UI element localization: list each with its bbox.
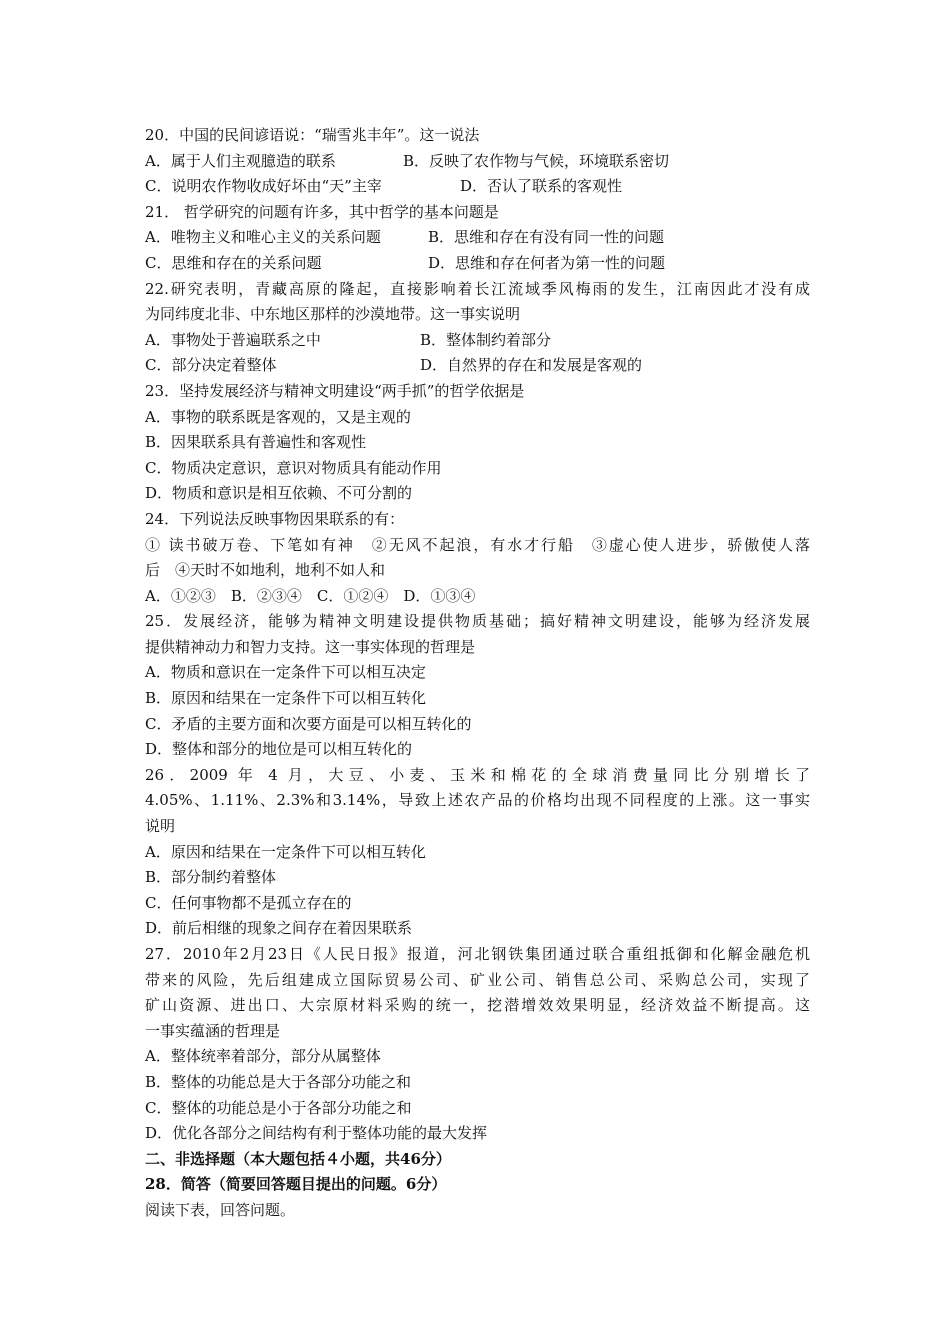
text-line: 后 ④天时不如地利，地利不如人和	[145, 561, 386, 580]
text-line: 27．2010年2月23日《人民日报》报道，河北钢铁集团通过联合重组抵御和化解金融危机	[145, 945, 810, 963]
option-row	[145, 328, 810, 354]
option-text: C．部分决定着整体	[145, 356, 277, 375]
option-text: A．属于人们主观臆造的联系	[145, 151, 336, 170]
text-line: D．优化各部分之间结构有利于整体功能的最大发挥	[145, 1124, 488, 1143]
option-text: C．思维和存在的关系问题	[145, 253, 322, 272]
text-line: 22.研究表明，青藏高原的隆起，直接影响着长江流域季风梅雨的发生，江南因此才没有成	[145, 279, 810, 298]
text-line: 带来的风险，先后组建成立国际贸易公司、矿业公司、销售总公司、采购总公司，实现了	[145, 970, 810, 989]
text-line: A．事物的联系既是客观的，又是主观的	[145, 407, 411, 426]
text-line: D．整体和部分的地位是可以相互转化的	[145, 740, 413, 759]
option-text: D．否认了联系的客观性	[460, 177, 623, 196]
text-line: A．原因和结果在一定条件下可以相互转化	[145, 842, 426, 861]
text-line: 4.05%、1.11%、2.3%和3.14%，导致上述农产品的价格均出现不同程度的上涨。这一事实	[145, 791, 810, 810]
text-line: 25．发展经济，能够为精神文明建设提供物质基础；搞好精神文明建设，能够为经济发展	[145, 612, 810, 631]
option-text: D．思维和存在何者为第一性的问题	[428, 253, 666, 272]
option-row	[145, 149, 810, 175]
section-heading: 28．简答（简要回答题目提出的问题。6分）	[145, 1175, 447, 1194]
text-line: 提供精神动力和智力支持。这一事实体现的哲理是	[145, 637, 476, 656]
text-line: 23．坚持发展经济与精神文明建设“两手抓”的哲学依据是	[145, 381, 525, 400]
option-text: C．说明农作物收成好坏由“天”主宰	[145, 177, 382, 196]
text-line: D．前后相继的现象之间存在着因果联系	[145, 919, 413, 938]
option-row	[145, 353, 810, 379]
text-line: C．整体的功能总是小于各部分功能之和	[145, 1098, 412, 1117]
text-line: C．物质决定意识，意识对物质具有能动作用	[145, 458, 442, 477]
text-line: C．矛盾的主要方面和次要方面是可以相互转化的	[145, 714, 472, 733]
text-line: 说明	[145, 817, 176, 836]
option-row	[145, 225, 810, 251]
text-line: B．部分制约着整体	[145, 868, 277, 887]
text-line: 21． 哲学研究的问题有许多，其中哲学的基本问题是	[145, 202, 499, 221]
option-row	[145, 251, 810, 277]
text-line: 一事实蕴涵的哲理是	[145, 1021, 281, 1040]
text-line: C．任何事物都不是孤立存在的	[145, 893, 352, 912]
option-text: B．反映了农作物与气候，环境联系密切	[403, 151, 670, 170]
text-line: B．原因和结果在一定条件下可以相互转化	[145, 689, 427, 708]
text-line: D．物质和意识是相互依赖、不可分割的	[145, 484, 413, 503]
option-row	[145, 174, 810, 200]
option-text: B．整体制约着部分	[420, 330, 552, 349]
text-line: 矿山资源、进出口、大宗原材料采购的统一，挖潜增效效果明显，经济效益不断提高。这	[145, 996, 810, 1015]
exam-page	[145, 123, 810, 1224]
option-text: B．思维和存在有没有同一性的问题	[428, 228, 665, 247]
text-line: A．①②③ B．②③④ C．①②④ D．①③④	[145, 586, 476, 605]
text-line: ① 读书破万卷、下笔如有神 ②无风不起浪，有水才行船 ③虚心使人进步，骄傲使人落	[145, 535, 810, 554]
section-heading: 二、非选择题（本大题包括４小题，共46分）	[145, 1149, 451, 1168]
text-line: A．整体统率着部分，部分从属整体	[145, 1047, 381, 1066]
text-line: A．物质和意识在一定条件下可以相互决定	[145, 663, 426, 682]
option-text: D．自然界的存在和发展是客观的	[420, 356, 643, 375]
text-line: B．因果联系具有普遍性和客观性	[145, 433, 367, 452]
text-line: 为同纬度北非、中东地区那样的沙漠地带。这一事实说明	[145, 305, 521, 324]
text-line: 20．中国的民间谚语说：“瑞雪兆丰年”。这一说法	[145, 126, 480, 144]
text-line: 26．2009 年 4 月，大豆、小麦、玉米和棉花的全球消费量同比分别增长了	[145, 765, 810, 784]
text-line: B．整体的功能总是大于各部分功能之和	[145, 1072, 412, 1091]
option-text: A．事物处于普遍联系之中	[145, 330, 321, 349]
option-text: A．唯物主义和唯心主义的关系问题	[145, 228, 381, 247]
text-line: 24．下列说法反映事物因果联系的有：	[145, 509, 405, 528]
text-line: 阅读下表，回答问题。	[145, 1200, 296, 1219]
